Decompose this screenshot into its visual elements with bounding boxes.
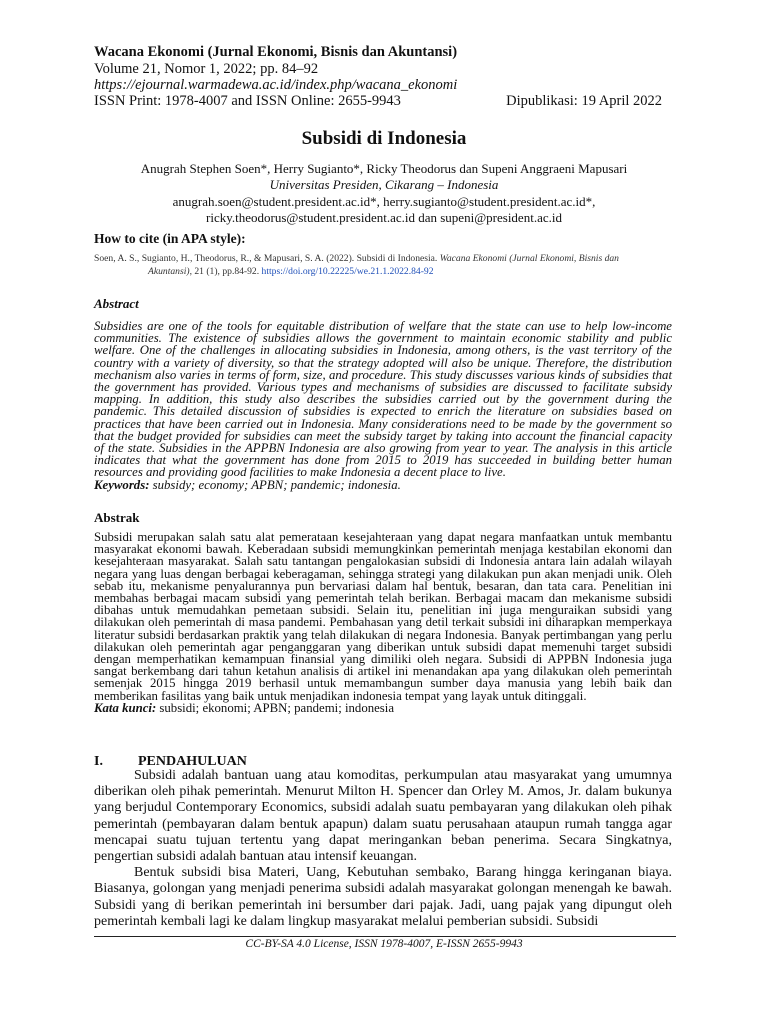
author-block [0, 161, 768, 193]
abstrak-heading: Abstrak [94, 510, 140, 525]
kata-kunci-values: subsidi; ekonomi; APBN; pandemi; indonesia [156, 700, 395, 715]
issn-row [94, 93, 662, 109]
journal-volume: Volume 21, Nomor 1, 2022; pp. 84–92 [94, 61, 319, 77]
email-line-2: ricky.theodorus@student.president.ac.id dan supeni@president.ac.id [206, 210, 562, 225]
section-number: I. [94, 754, 103, 769]
email-block [0, 194, 768, 226]
body-paragraph: Subsidi adalah bantuan uang atau komoditas, perkumpulan atau masyarakat yang umumnya diberikan oleh pihak pemerintah. Menurut Milton H. Spencer dan Orley M. Amos, Jr. dalam bukunya yang berjudul Contemporary Economics, subsidi adalah suatu pembayaran yang dilakukan oleh pihak pemerintah (pembayaran dalam bentuk apapun) dalam suatu perusahaan ataupun rumah tangga agar mencapai suatu tujuan tertentu yang dapat meringankan beban penerima. Secara Singkatnya, pengertian subsidi adalah bantuan atau intensif keuangan. [94, 768, 672, 865]
citation-doi-link[interactable]: https://doi.org/10.22225/we.21.1.2022.84-92 [261, 265, 434, 277]
citation-journal-cont: Akuntansi) [148, 265, 190, 277]
author-list: Anugrah Stephen Soen*, Herry Sugianto*, Ricky Theodorus dan Supeni Anggraeni Mapusari [140, 161, 628, 176]
kata-kunci-label: Kata kunci: [94, 700, 157, 715]
citation-text [94, 253, 672, 278]
section-title: PENDAHULUAN [138, 754, 247, 769]
journal-url[interactable]: https://ejournal.warmadewa.ac.id/index.php/wacana_ekonomi [94, 77, 458, 93]
citation-journal: Wacana Ekonomi (Jurnal Ekonomi, Bisnis dan [439, 253, 619, 264]
citation-volume: , 21 (1), pp.84-92. [189, 265, 262, 277]
abstract-english [94, 320, 672, 491]
published-date: Dipublikasi: 19 April 2022 [506, 93, 662, 109]
article-title: Subsidi di Indonesia [301, 128, 467, 149]
keywords-label: Keywords: [94, 477, 150, 492]
email-line-1: anugrah.soen@student.president.ac.id*, herry.sugianto@student.president.ac.id*, [172, 194, 596, 209]
section-body [94, 768, 672, 930]
keywords-line [94, 479, 672, 491]
keywords-values: subsidy; economy; APBN; pandemic; indonesia. [149, 477, 401, 492]
issn: ISSN Print: 1978-4007 and ISSN Online: 2655-9943 [94, 93, 401, 109]
footer-divider [94, 936, 676, 937]
abstract-english-text: Subsidies are one of the tools for equitable distribution of welfare that the state can use to help low-income communities. The existence of subsidies allows the government to maintain economic stability and public welfare. One of the challenges in allocating subsidies in Indonesia, among others, is the vast territory of the country with a variety of diversity, so that the strategy adopted will also be unique. Therefore, the distribution mechanism also varies in terms of form, size, and procedure. This study discusses various kinds of subsidies that the government has provided. Various types and mechanisms of subsidies are discussed to facilitate subsidy mapping. In addition, this study also describes the subsidies carried out by the government during the pandemic. This detailed discussion of subsidies is expected to enrich the literature on subsidies based on practices that have been carried out in Indonesia. Many considerations need to be made by the government so that the budget provided for subsidies can meet the subsidy target by taking into account the financial capacity of the state. Subsidies in the APPBN Indonesia are also growing from year to year. The analysis in this article indicates that what the government has done from 2015 to 2019 has succeeded in building better human resources and providing good facilities to make Indonesia a decent place to live. [94, 319, 672, 480]
body-paragraph: Bentuk subsidi bisa Materi, Uang, Kebutuhan sembako, Barang hingga keringanan biaya. Biasanya, golongan yang menjadi penerima subsidi adalah masyarakat golongan menengah ke bawah. Subsidi yang di berikan pemerintah ini bersumber dari pajak. Jadi, uang pajak yang dipungut oleh pemerintah kembali lagi ke dalam lingkup masyarakat melalui pemberian subsidi. Subsidi [94, 865, 672, 929]
journal-header [94, 44, 684, 109]
journal-name: Wacana Ekonomi (Jurnal Ekonomi, Bisnis dan Akuntansi) [94, 44, 458, 60]
citation-authors: Soen, A. S., Sugianto, H., Theodorus, R., & Mapusari, S. A. (2022). Subsidi di Indonesia. [94, 253, 440, 264]
abstrak-text: Subsidi merupakan salah satu alat pemerataan kesejahteraan yang dapat negara manfaatkan untuk membantu masyarakat ekonomi bawah. Keberadaan subsidi memungkinkan pemerintah menjaga kestabilan ekonomi dan kesejahteraan masyarakat. Salah satu tantangan pengalokasian subsidi di Indonesia antara lain adalah wilayah negara yang luas dengan berbagai keberagaman, sehingga strategi yang dilakukan pun akan menjadi unik. Oleh sebab itu, mekanisme penyalurannya pun bervariasi dalam hal bentuk, besaran, dan tata cara. Penelitian ini membahas berbagai macam subsidi yang pemerintah telah berikan. Berbagai macam dan mekanisme subsidi dibahas untuk memudahkan pemetaan subsidi. Selain itu, penelitian ini juga menguraikan subsidi yang dilakukan oleh pemerintah di masa pandemi. Pembahasan yang detil terkait subsidi ini diharapkan memperkaya literatur subsidi berdasarkan praktik yang telah dilakukan di negara Indonesia. Banyak pertimbangan yang perlu dilakukan oleh pemerintah agar penganggaran yang diberikan untuk subsidi dapat memenuhi target subsidi dengan memperhatikan kemampuan finansial yang dimiliki oleh negara. Subsidi di APPBN Indonesia juga sangat berkembang dari tahun ketahun analisis di artikel ini menandakan apa yang dilakukan oleh pemerintah semenjak 2015 hingga 2019 berhasil untuk memambangun sumber daya manusia yang lebih baik dan memberikan fasilitas yang baik untuk menjadikan indonesia tempat yang layak untuk ditinggali. [94, 530, 672, 703]
footer-license: CC-BY-SA 4.0 License, ISSN 1978-4007, E-ISSN 2655-9943 [245, 938, 523, 950]
kata-kunci-line [94, 702, 672, 714]
abstract-indonesian [94, 531, 672, 714]
abstract-heading: Abstract [94, 296, 139, 311]
affiliation: Universitas Presiden, Cikarang – Indonesia [269, 177, 499, 192]
citation-heading: How to cite (in APA style): [94, 231, 246, 246]
